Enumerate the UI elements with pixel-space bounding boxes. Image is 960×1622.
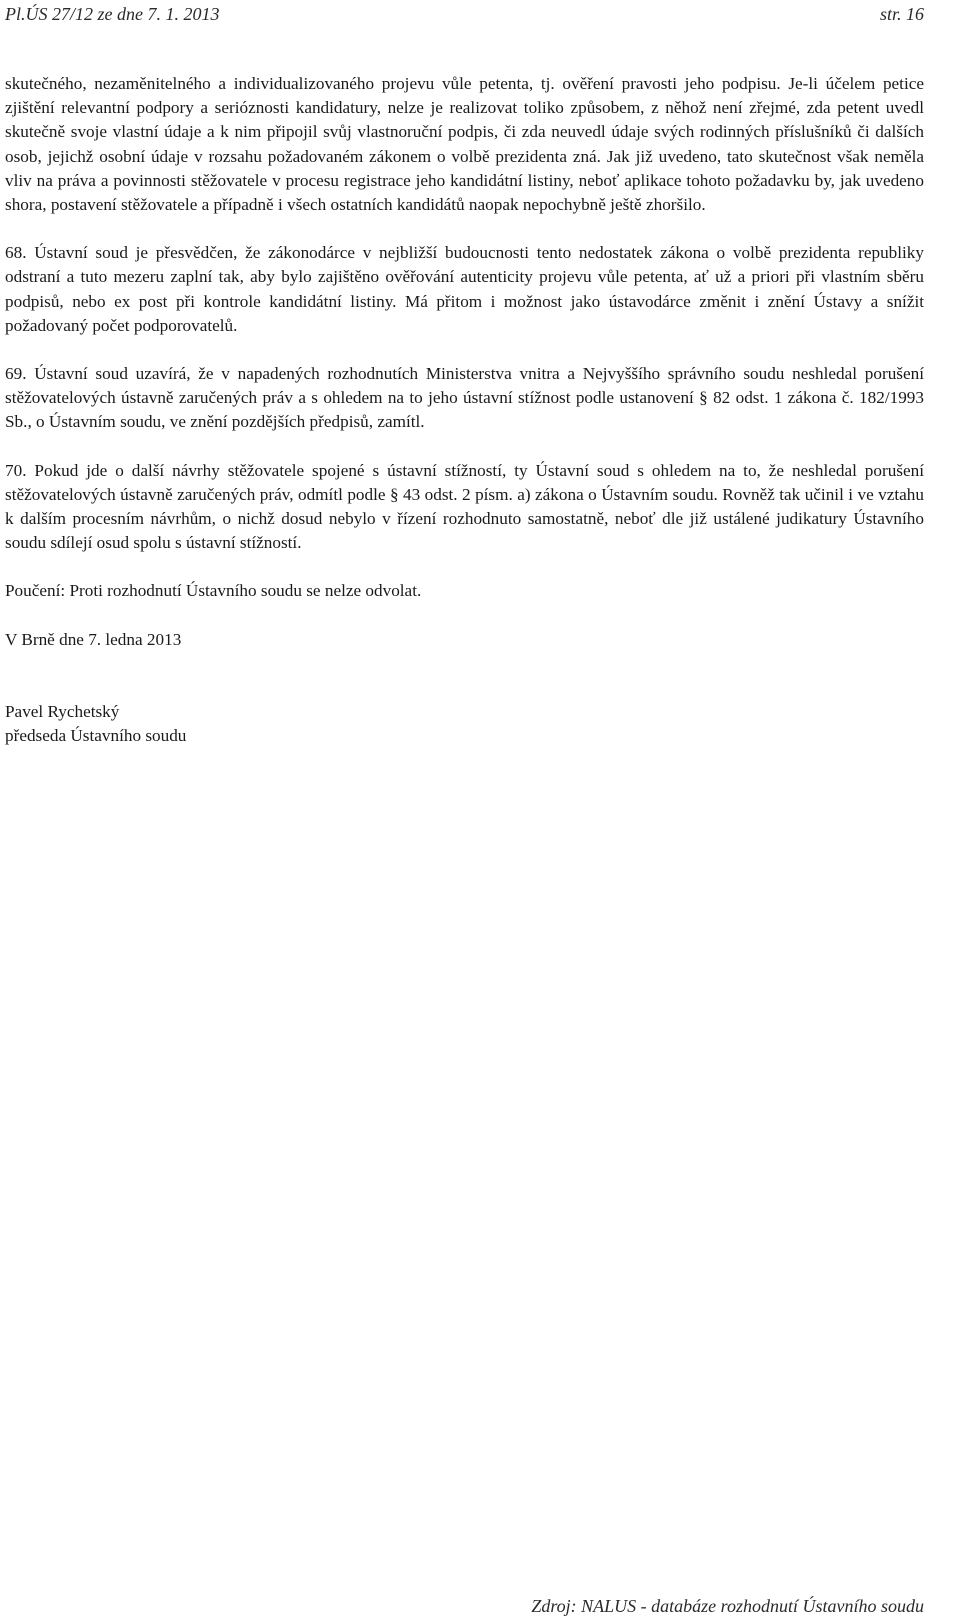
place-and-date: V Brně dne 7. ledna 2013 xyxy=(5,629,182,649)
paragraph-69: 69. Ústavní soud uzavírá, že v napadených rozhodnutích Ministerstva vnitra a Nejvyššího správního soudu neshledal porušení stěžovatelových ústavně zaručených práv a s ohledem na to jeho ústavní stížnost podle ustanovení § 82 odst. 1 zákona č. 182/1993 Sb., o Ústavním soudu, ve znění pozdějších předpisů, zamítl. xyxy=(5,364,924,432)
signatory-name: Pavel Rychetský xyxy=(5,701,120,721)
paragraph-68: 68. Ústavní soud je přesvědčen, že zákonodárce v nejbližší budoucnosti tento nedostatek zákona o volbě prezidenta republiky odstraní a tuto mezeru zaplní tak, aby bylo zajištěno ověřování autenticity projevu vůle petenta, ať už a priori při vlastním sběru podpisů, nebo ex post při kontrole kandidátní listiny. Má přitom i možnost jako ústavodárce změnit i znění Ústavy a snížit požadovaný počet podporovatelů. xyxy=(5,243,924,335)
case-reference: Pl.ÚS 27/12 ze dne 7. 1. 2013 xyxy=(5,4,220,24)
signature-block xyxy=(5,700,924,748)
page-number: str. 16 xyxy=(879,4,924,24)
source-footer: Zdroj: NALUS - databáze rozhodnutí Ústavního soudu xyxy=(531,1596,924,1616)
appeal-notice: Poučení: Proti rozhodnutí Ústavního soudu se nelze odvolat. xyxy=(5,581,422,601)
document-body xyxy=(5,72,924,748)
page-header xyxy=(5,4,924,25)
paragraph-70: 70. Pokud jde o další návrhy stěžovatele spojené s ústavní stížností, ty Ústavní soud s ohledem na to, že neshledal porušení stěžovatelových ústavně zaručených práv, odmítl podle § 43 odst. 2 písm. a) zákona o Ústavním soudu. Rovněž tak učinil i ve vztahu k dalším procesním návrhům, o nichž dosud nebylo v řízení rozhodnuto samostatně, neboť dle již ustálené judikatury Ústavního soudu sdílejí osud spolu s ústavní stížností. xyxy=(5,460,924,553)
signatory-title: předseda Ústavního soudu xyxy=(5,726,187,746)
paragraph-continuation: skutečného, nezaměnitelného a individualizovaného projevu vůle petenta, tj. ověření pravosti jeho podpisu. Je-li účelem petice zjištění relevantní podpory a serióznosti kandidatury, nelze je realizovat toliko způsobem, z něhož není zřejmé, zda petent uvedl skutečně svoje vlastní údaje a k nim připojil svůj vlastnoruční podpis, či zda neuvedl údaje svých rodinných příslušníků či dalších osob, jejichž osobní údaje v rozsahu požadovaném zákonem o volbě prezidenta zná. Jak již uvedeno, tato skutečnost však neměla vliv na práva a povinnosti stěžovatele v procesu registrace jeho kandidátní listiny, neboť aplikace tohoto požadavku by, jak uvedeno shora, postavení stěžovatele a případně i všech ostatních kandidátů naopak nepochybně ještě zhoršilo. xyxy=(5,74,924,215)
